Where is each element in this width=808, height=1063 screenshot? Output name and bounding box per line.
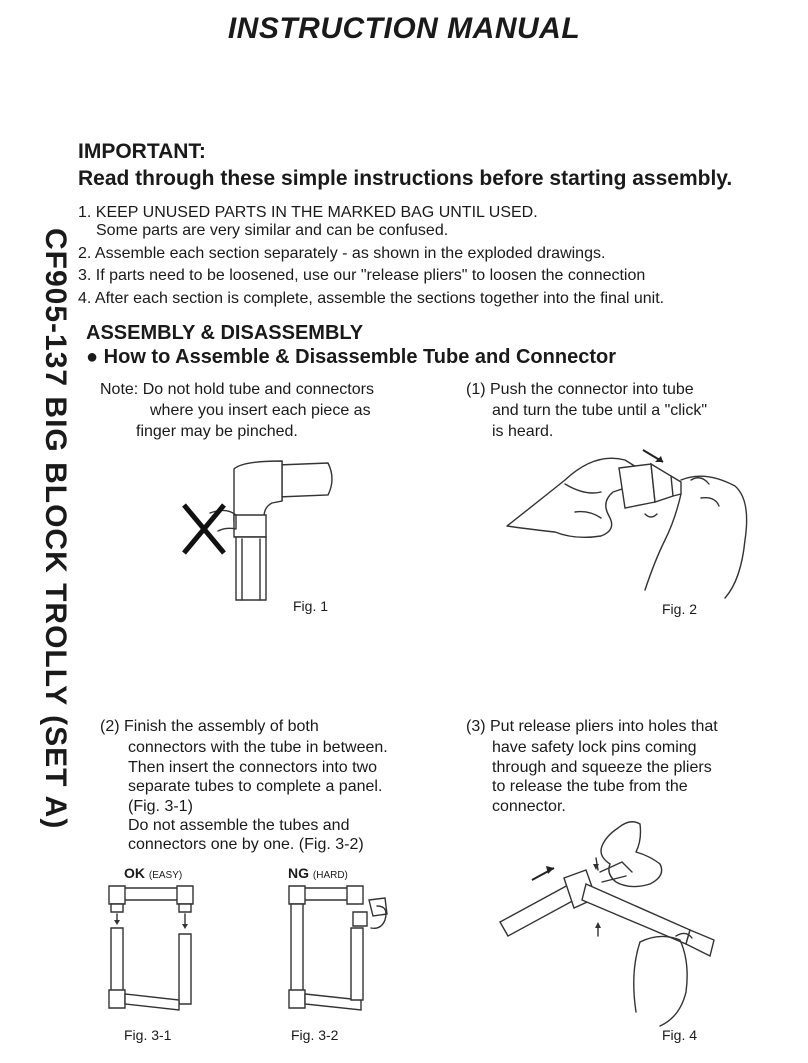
page-title: INSTRUCTION MANUAL: [227, 12, 581, 45]
note-line-2: where you insert each piece as: [150, 402, 371, 419]
fig1-caption: Fig. 1: [293, 598, 329, 614]
step3-line-1: (3) Put release pliers into holes that: [466, 718, 718, 735]
step2-line-3: Then insert the connectors into two: [128, 759, 378, 776]
fig32-caption: Fig. 3-2: [291, 1027, 339, 1043]
step3-line-4: to release the tube from the: [492, 778, 688, 795]
cross-icon: [184, 505, 224, 553]
section-subheading: [86, 346, 616, 369]
fig4-illustration: [490, 812, 730, 1027]
rule-1-note: Some parts are very similar and can be confused.: [96, 222, 449, 239]
fig2-caption: Fig. 2: [662, 601, 698, 617]
fig31-caption: Fig. 3-1: [124, 1027, 172, 1043]
step3-line-3: through and squeeze the pliers: [492, 759, 712, 776]
step2-line-1: (2) Finish the assembly of both: [100, 718, 319, 735]
step2-line-6: Do not assemble the tubes and: [128, 817, 350, 834]
note-line-3: finger may be pinched.: [136, 423, 298, 440]
side-product-title: [34, 228, 74, 908]
section-subheading-text: How to Assemble & Disassemble Tube and Connector: [103, 346, 616, 368]
fig31-illustration: [105, 882, 205, 1017]
step2-line-7: connectors one by one. (Fig. 3-2): [128, 836, 364, 853]
bullet-icon: ●: [86, 346, 99, 368]
step1-line-2: and turn the tube until a "click": [492, 402, 708, 419]
fig1-illustration: [170, 455, 350, 605]
ok-label: OK (EASY): [124, 865, 183, 881]
fig2-illustration: [505, 440, 765, 600]
ng-label: NG (HARD): [288, 865, 348, 881]
note-line-1: Note: Do not hold tube and connectors: [100, 381, 374, 398]
important-subheading: Read through these simple instructions before starting assembly.: [78, 167, 733, 190]
ok-note: (EASY): [148, 870, 183, 881]
step3-line-5: connector.: [492, 798, 566, 815]
step2-line-2: connectors with the tube in between.: [128, 739, 388, 756]
rule-3: 3. If parts need to be loosened, use our "release pliers" to loosen the connection: [78, 267, 646, 284]
fig4-caption: Fig. 4: [662, 1027, 698, 1043]
side-product-title-text: CF905-137 BIG BLOCK TROLLY (SET A): [39, 228, 72, 830]
step2-line-5: (Fig. 3-1): [128, 798, 193, 815]
rule-4: 4. After each section is complete, assemble the sections together into the final unit.: [78, 290, 665, 307]
rule-1: 1. KEEP UNUSED PARTS IN THE MARKED BAG UNTIL USED.: [78, 204, 538, 221]
rule-2: 2. Assemble each section separately - as shown in the exploded drawings.: [78, 245, 606, 262]
important-heading: IMPORTANT:: [78, 140, 206, 163]
ng-note: (HARD): [312, 870, 348, 881]
step1-line-3: is heard.: [492, 423, 554, 440]
step1-line-1: (1) Push the connector into tube: [466, 381, 694, 398]
step2-line-4: separate tubes to complete a panel.: [128, 778, 383, 795]
step3-line-2: have safety lock pins coming: [492, 739, 697, 756]
section-heading: ASSEMBLY & DISASSEMBLY: [86, 322, 364, 344]
fig32-illustration: [285, 882, 405, 1017]
